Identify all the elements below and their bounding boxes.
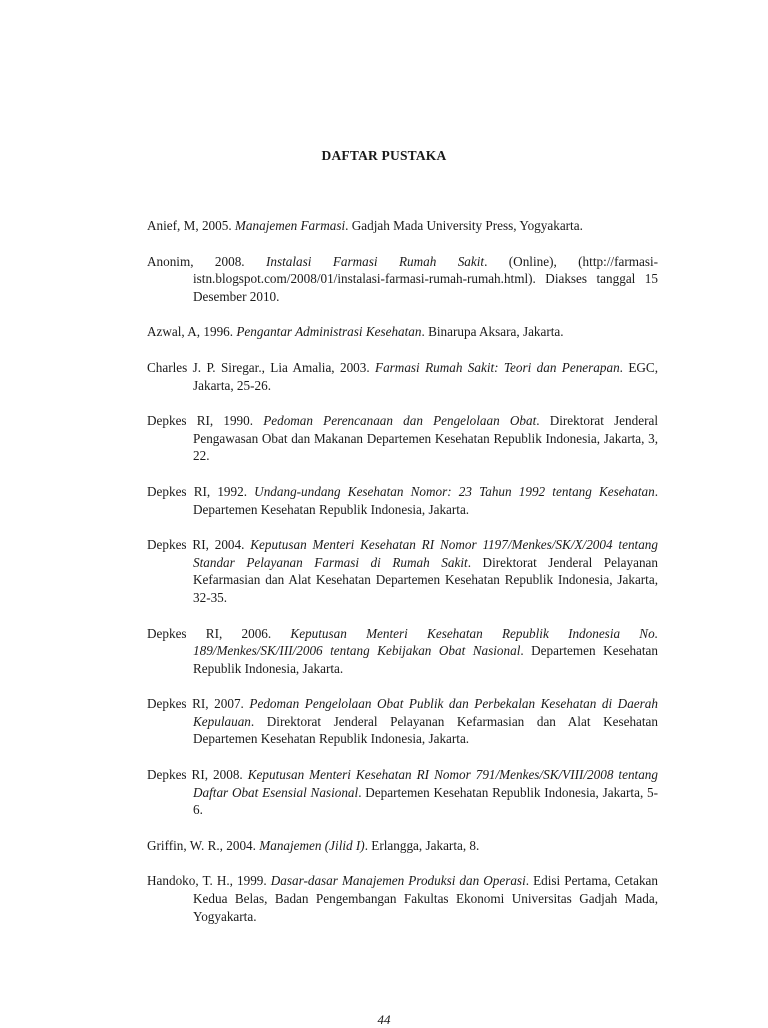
page-number: 44 [377,1012,391,1027]
reference-author-year: Handoko, T. H., 1999. [147,873,271,889]
reference-publisher: . Edisi Pertama, Cetakan Kedua Belas, Badan Pengembangan Fakultas Ekonomi Universitas Gadjah Mada, Yogyakarta. [193,873,658,924]
reference-entry [147,412,658,465]
reference-entry [147,536,658,606]
reference-entry [147,253,658,306]
reference-title: Farmasi Rumah Sakit: Teori dan Penerapan [375,359,620,375]
reference-publisher: . Binarupa Aksara, Jakarta. [421,324,564,340]
reference-author-year: Depkes RI, 2006. [147,625,291,641]
reference-publisher: . Direktorat Jenderal Pelayanan Kefarmasian dan Alat Kesehatan Departemen Kesehatan Republik Indonesia, Jakarta. [193,713,658,747]
reference-title: Pedoman Pengelolaan Obat Publik dan Perbekalan Kesehatan di Daerah Kepulauan [193,696,658,729]
reference-author-year: Depkes RI, 2008. [147,767,248,783]
reference-publisher: . Departemen Kesehatan Republik Indonesia, Jakarta, 5-6. [193,784,658,818]
reference-publisher: . Erlangga, Jakarta, 8. [364,837,480,853]
reference-entry [147,217,658,235]
reference-entry [147,323,658,341]
reference-title: Keputusan Menteri Kesehatan RI Nomor 1197/Menkes/SK/X/2004 tentang Standar Pelayanan Farmasi di Rumah Sakit [193,537,658,570]
reference-title: Manajemen Farmasi [234,218,346,233]
reference-author-year: Depkes RI, 1992. [147,483,255,499]
reference-title: Keputusan Menteri Kesehatan RI Nomor 791/Menkes/SK/VIII/2008 tentang Daftar Obat Esensial Nasional [193,767,658,800]
reference-title: Pengantar Administrasi Kesehatan [236,324,422,340]
reference-list [147,217,658,943]
reference-entry [147,483,658,518]
reference-author-year: Azwal, A, 1996. [147,324,237,340]
reference-title: Undang-undang Kesehatan Nomor: 23 Tahun 1992 tentang Kesehatan [254,483,655,499]
reference-publisher: . EGC, Jakarta, 25-26. [193,359,659,393]
reference-author-year: Depkes RI, 2004. [147,537,251,553]
reference-entry [147,872,658,925]
reference-title: Manajemen (Jilid I) [259,837,365,853]
reference-publisher: . Departemen Kesehatan Republik Indonesia, Jakarta. [193,643,659,676]
reference-author-year: Anief, M, 2005. [147,218,235,233]
reference-publisher: . Direktorat Jenderal Pelayanan Kefarmasian dan Alat Kesehatan Departemen Kesehatan Republik Indonesia, Jakarta, 32-35. [193,554,659,605]
reference-title: Keputusan Menteri Kesehatan Republik Indonesia No. 189/Menkes/SK/III/2006 tentang Kebijakan Obat Nasional [193,625,658,659]
reference-author-year: Griffin, W. R., 2004. [147,837,260,853]
reference-entry [147,695,658,748]
reference-title: Dasar-dasar Manajemen Produksi dan Operasi [270,873,526,889]
reference-author-year: Anonim, 2008. [147,253,267,269]
reference-title: Pedoman Perencanaan dan Pengelolaan Obat [263,413,537,429]
reference-author-year: Depkes RI, 1990. [147,413,264,429]
reference-publisher: . Departemen Kesehatan Republik Indonesia, Jakarta. [193,483,658,517]
reference-publisher: . (Online), (http://farmasi-istn.blogspot.com/2008/01/instalasi-farmasi-rumah-rumah.html). Diakses tanggal 15 Desember 2010. [193,253,659,304]
reference-publisher: . Gadjah Mada University Press, Yogyakarta. [345,218,583,233]
reference-publisher: . Direktorat Jenderal Pengawasan Obat dan Makanan Departemen Kesehatan Republik Indonesia, Jakarta, 3, 22. [193,413,658,464]
reference-entry [147,837,658,855]
page-title: DAFTAR PUSTAKA [321,148,447,163]
reference-entry [147,359,658,394]
reference-author-year: Charles J. P. Siregar., Lia Amalia, 2003. [147,359,376,375]
reference-author-year: Depkes RI, 2007. [147,696,250,712]
reference-entry [147,766,658,819]
reference-title: Instalasi Farmasi Rumah Sakit [266,253,485,269]
reference-entry [147,625,658,678]
